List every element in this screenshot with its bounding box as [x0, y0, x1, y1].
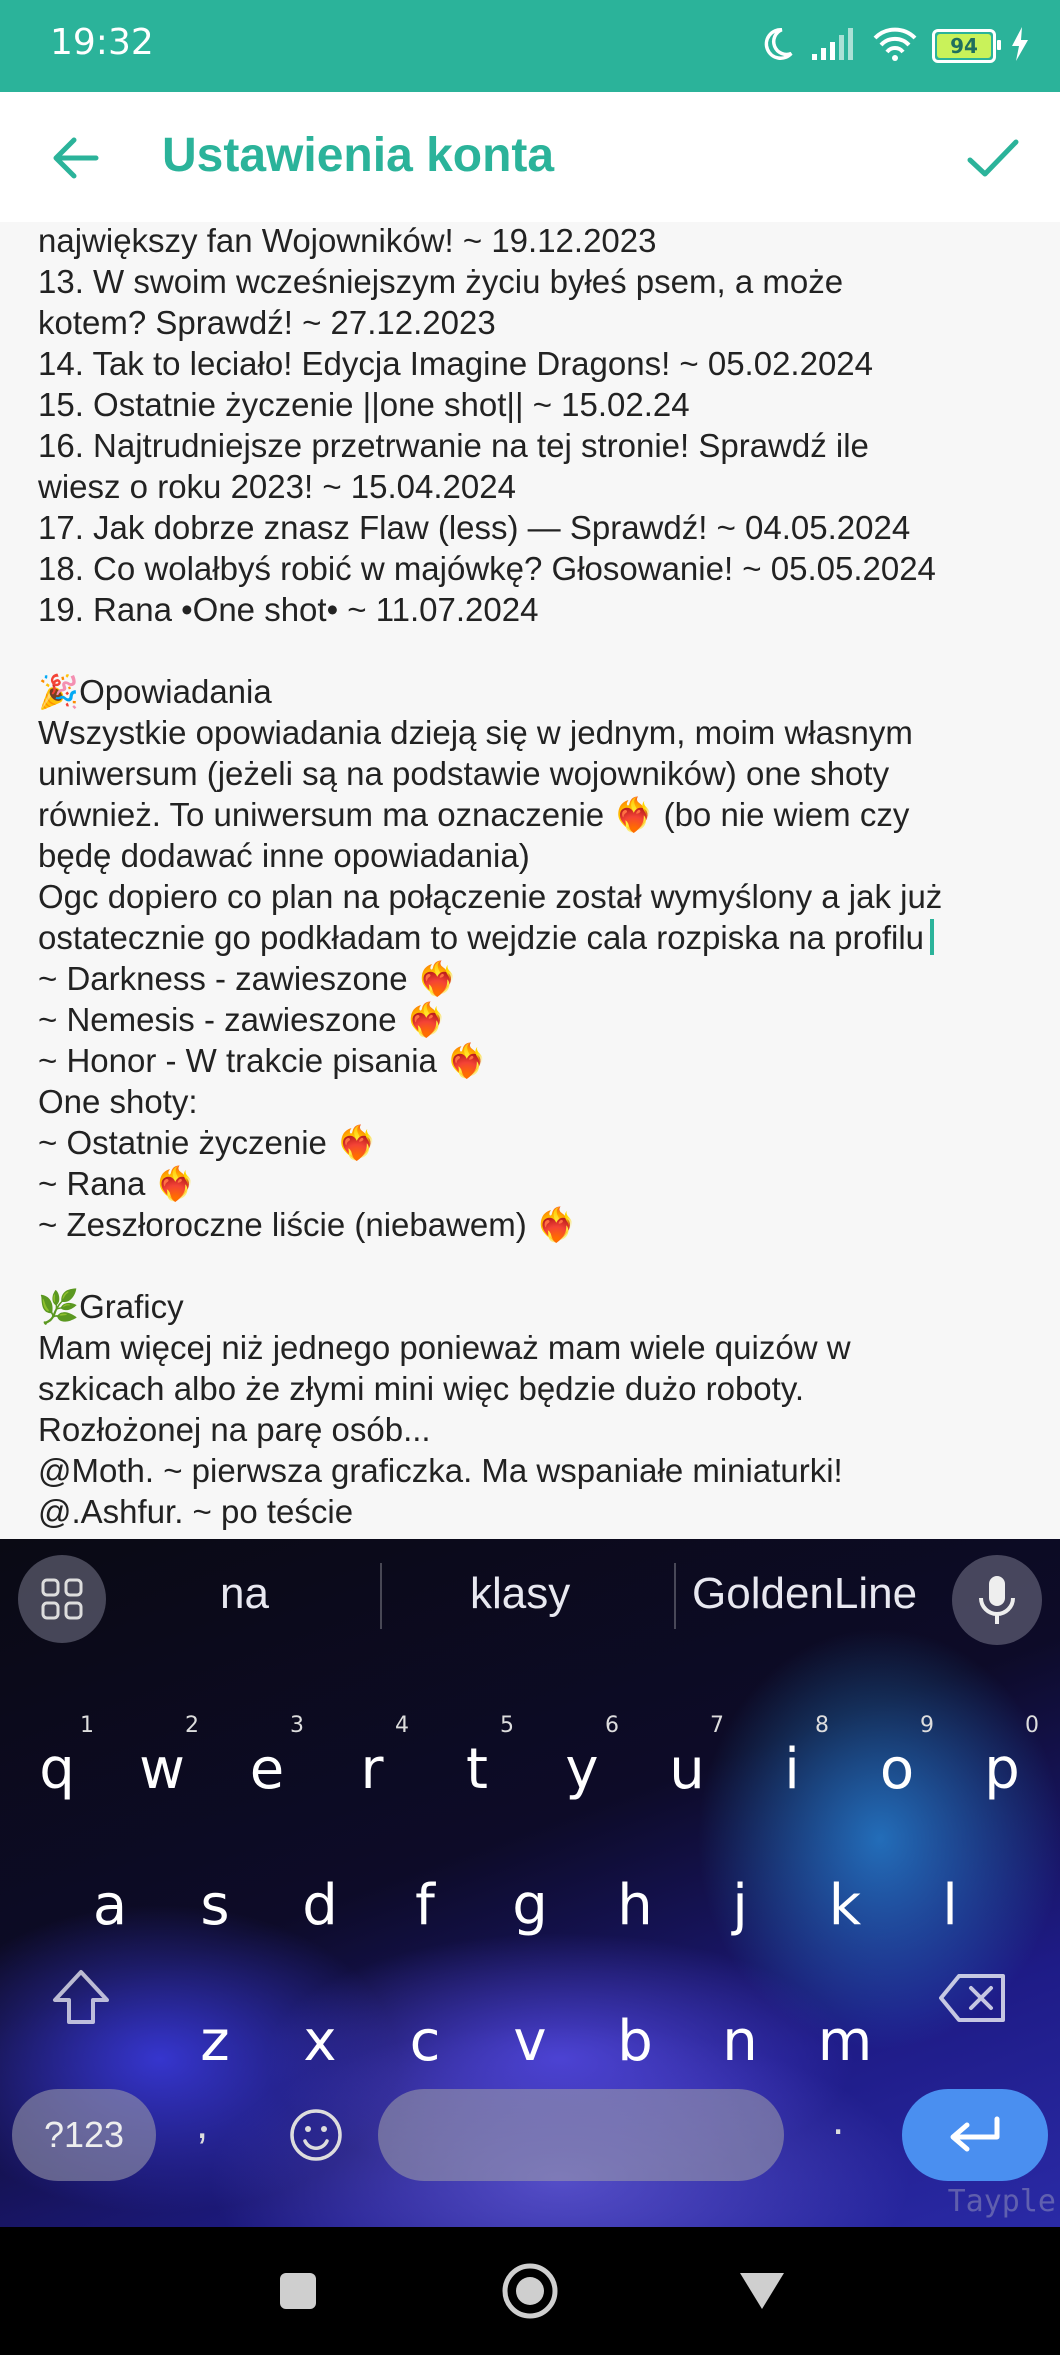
key-label: g: [512, 1873, 548, 1938]
text-line: [38, 1450, 1038, 1491]
key-label: e: [249, 1737, 285, 1802]
text-line: [38, 876, 1038, 917]
key-r[interactable]: [327, 1715, 417, 1825]
text-line: [38, 507, 1038, 548]
editor-text[interactable]: [38, 222, 1038, 1532]
status-icons: [758, 24, 1030, 68]
text-line: [38, 302, 1038, 343]
text-line-content: Mam więcej niż jednego ponieważ mam wiele quizów w: [38, 1329, 851, 1366]
key-e[interactable]: [222, 1715, 312, 1825]
key-b[interactable]: [590, 1987, 680, 2097]
text-cursor: [930, 919, 934, 955]
key-label: j: [732, 1873, 748, 1938]
suggestion-divider: [380, 1563, 382, 1629]
text-line: [38, 1409, 1038, 1450]
key-label: y: [565, 1737, 599, 1802]
text-line: [38, 548, 1038, 589]
recents-square-icon[interactable]: [268, 2261, 328, 2321]
key-hint: 9: [920, 1713, 934, 1738]
key-label: f: [415, 1873, 435, 1938]
key-label: w: [139, 1737, 185, 1802]
key-label: k: [828, 1873, 862, 1938]
keyboard: [0, 1539, 1060, 2227]
key-g[interactable]: [485, 1851, 575, 1961]
key-hint: 1: [80, 1713, 94, 1738]
text-line: [38, 1081, 1038, 1122]
key-u[interactable]: [642, 1715, 732, 1825]
key-label: d: [302, 1873, 338, 1938]
text-line: [38, 1368, 1038, 1409]
battery-icon: [932, 29, 996, 63]
key-a[interactable]: [65, 1851, 155, 1961]
key-label: t: [466, 1737, 488, 1802]
back-triangle-icon[interactable]: [732, 2261, 792, 2321]
text-line-content: kotem? Sprawdź! ~ 27.12.2023: [38, 304, 496, 341]
key-i[interactable]: [747, 1715, 837, 1825]
key-s[interactable]: [170, 1851, 260, 1961]
key-label: u: [669, 1737, 705, 1802]
emoji-icon[interactable]: [286, 2105, 346, 2165]
text-line: [38, 1204, 1038, 1245]
period-key[interactable]: .: [832, 2095, 845, 2144]
text-line: [38, 1163, 1038, 1204]
text-line-content: 19. Rana •One shot• ~ 11.07.2024: [38, 591, 539, 628]
text-line: [38, 1245, 1038, 1286]
check-icon[interactable]: [962, 128, 1022, 188]
key-hint: 5: [500, 1713, 514, 1738]
key-hint: 2: [185, 1713, 199, 1738]
enter-key[interactable]: [902, 2089, 1048, 2181]
backspace-icon[interactable]: [928, 1953, 1018, 2043]
text-line-content: 18. Co wolałbyś robić w majówkę? Głosowanie! ~ 05.05.2024: [38, 550, 936, 587]
key-label: z: [200, 2009, 230, 2074]
key-label: i: [784, 1737, 800, 1802]
key-hint: 8: [815, 1713, 829, 1738]
key-label: b: [617, 2009, 653, 2074]
key-o[interactable]: [852, 1715, 942, 1825]
text-line-content: ~ Nemesis - zawieszone ❤️‍🔥: [38, 1001, 447, 1038]
key-label: a: [92, 1873, 128, 1938]
text-line: [38, 999, 1038, 1040]
suggestion-2[interactable]: klasy: [470, 1569, 571, 1618]
battery-percent: 94: [950, 34, 978, 58]
text-line: [38, 589, 1038, 630]
status-bar: [0, 0, 1060, 92]
shift-icon[interactable]: [36, 1953, 126, 2043]
text-line: [38, 1040, 1038, 1081]
key-h[interactable]: [590, 1851, 680, 1961]
key-p[interactable]: [957, 1715, 1047, 1825]
key-label: s: [200, 1873, 230, 1938]
text-line-content: 15. Ostatnie życzenie ||one shot|| ~ 15.02.24: [38, 386, 690, 423]
text-line-content: Rozłożonej na parę osób...: [38, 1411, 431, 1448]
text-line: [38, 261, 1038, 302]
keyboard-watermark: Tayple: [947, 2184, 1056, 2219]
text-line-content: również. To uniwersum ma oznaczenie ❤️‍🔥 (bo nie wiem czy: [38, 796, 910, 833]
text-line-content: uniwersum (jeżeli są na podstawie wojowników) one shoty: [38, 755, 890, 792]
text-line: [38, 753, 1038, 794]
text-line: [38, 222, 1038, 261]
key-label: r: [360, 1737, 384, 1802]
page-title: Ustawienia konta: [162, 129, 555, 182]
text-line-content: będę dodawać inne opowiadania): [38, 837, 530, 874]
apps-grid-icon[interactable]: [18, 1555, 106, 1643]
text-line: [38, 1327, 1038, 1368]
text-line-content: @.Ashfur. ~ po teście: [38, 1493, 354, 1530]
text-line-content: 13. W swoim wcześniejszym życiu byłeś psem, a może: [38, 263, 844, 300]
suggestion-divider: [674, 1563, 676, 1629]
key-hint: 7: [710, 1713, 724, 1738]
key-c[interactable]: [380, 1987, 470, 2097]
key-x[interactable]: [275, 1987, 365, 2097]
key-label: c: [409, 2009, 441, 2074]
text-line-content: ~ Honor - W trakcie pisania ❤️‍🔥: [38, 1042, 488, 1079]
suggestion-bar: [0, 1539, 1060, 1657]
key-n[interactable]: [695, 1987, 785, 2097]
key-y[interactable]: [537, 1715, 627, 1825]
key-m[interactable]: [800, 1987, 890, 2097]
text-line-content: @Moth. ~ pierwsza graficzka. Ma wspaniałe miniaturki!: [38, 1452, 843, 1489]
key-label: x: [303, 2009, 337, 2074]
key-l[interactable]: [905, 1851, 995, 1961]
key-label: v: [513, 2009, 547, 2074]
key-hint: 4: [395, 1713, 409, 1738]
text-line: [38, 1122, 1038, 1163]
text-line-content: Ogc dopiero co plan na połączenie został wymyślony a jak już: [38, 878, 943, 915]
text-line: [38, 630, 1038, 671]
text-line: [38, 958, 1038, 999]
text-line: [38, 671, 1038, 712]
key-k[interactable]: [800, 1851, 890, 1961]
key-d[interactable]: [275, 1851, 365, 1961]
key-z[interactable]: [170, 1987, 260, 2097]
key-label: h: [617, 1873, 653, 1938]
text-line-content: ~ Darkness - zawieszone ❤️‍🔥: [38, 960, 458, 997]
text-line: [38, 917, 1038, 958]
arrow-left-icon[interactable]: [46, 128, 106, 188]
wifi-icon: [872, 26, 918, 67]
text-line: [38, 794, 1038, 835]
status-time: 19:32: [50, 22, 154, 63]
enter-arrow-icon: [945, 2115, 1005, 2155]
text-line-content: ~ Zeszłoroczne liście (niebawem) ❤️‍🔥: [38, 1206, 578, 1243]
text-line: [38, 1286, 1038, 1327]
key-q[interactable]: [12, 1715, 102, 1825]
key-j[interactable]: [695, 1851, 785, 1961]
charging-icon: [1010, 27, 1030, 66]
text-line-content: 14. Tak to leciało! Edycja Imagine Dragons! ~ 05.02.2024: [38, 345, 874, 382]
text-line: [38, 466, 1038, 507]
navigation-bar: [0, 2227, 1060, 2355]
description-editor[interactable]: [0, 222, 1060, 1539]
moon-icon: [758, 25, 796, 68]
text-line-content: One shoty:: [38, 1083, 198, 1120]
text-line-content: 🎉Opowiadania: [38, 673, 272, 710]
text-line-content: Wszystkie opowiadania dzieją się w jednym, moim własnym: [38, 714, 913, 751]
text-line: [38, 384, 1038, 425]
home-circle-icon[interactable]: [500, 2261, 560, 2321]
microphone-icon[interactable]: [952, 1555, 1042, 1645]
text-line: [38, 1491, 1038, 1532]
key-label: q: [39, 1737, 75, 1802]
key-label: p: [984, 1737, 1020, 1802]
key-label: o: [879, 1737, 915, 1802]
key-label: m: [817, 2009, 873, 2074]
text-line: [38, 712, 1038, 753]
key-label: l: [942, 1873, 958, 1938]
key-f[interactable]: [380, 1851, 470, 1961]
text-line: [38, 835, 1038, 876]
key-hint: 0: [1025, 1713, 1039, 1738]
suggestion-3[interactable]: GoldenLine: [692, 1569, 918, 1618]
key-v[interactable]: [485, 1987, 575, 2097]
key-label: n: [722, 2009, 758, 2074]
text-line-content: ~ Ostatnie życzenie ❤️‍🔥: [38, 1124, 378, 1161]
key-hint: 6: [605, 1713, 619, 1738]
text-line-content: szkicach albo że złymi mini więc będzie dużo roboty.: [38, 1370, 805, 1407]
suggestion-1[interactable]: na: [220, 1569, 269, 1618]
text-line-content: 16. Najtrudniejsze przetrwanie na tej stronie! Sprawdź ile: [38, 427, 869, 464]
text-line-content: wiesz o roku 2023! ~ 15.04.2024: [38, 468, 516, 505]
text-line-content: ostatecznie go podkładam to wejdzie cala rozpiska na profilu: [38, 919, 925, 956]
text-line-content: 17. Jak dobrze znasz Flaw (less) — Sprawdź! ~ 04.05.2024: [38, 509, 911, 546]
symbols-key[interactable]: ?123: [12, 2089, 156, 2181]
text-line: [38, 425, 1038, 466]
text-line-content: ~ Rana ❤️‍🔥: [38, 1165, 196, 1202]
key-hint: 3: [290, 1713, 304, 1738]
key-t[interactable]: [432, 1715, 522, 1825]
text-line-content: 🌿Graficy: [38, 1288, 184, 1325]
signal-icon: [810, 26, 858, 67]
app-bar: [0, 92, 1060, 222]
text-line: [38, 343, 1038, 384]
key-w[interactable]: [117, 1715, 207, 1825]
space-bar[interactable]: [378, 2089, 784, 2181]
text-line-content: największy fan Wojowników! ~ 19.12.2023: [38, 222, 657, 259]
comma-key[interactable]: ,: [196, 2099, 209, 2148]
